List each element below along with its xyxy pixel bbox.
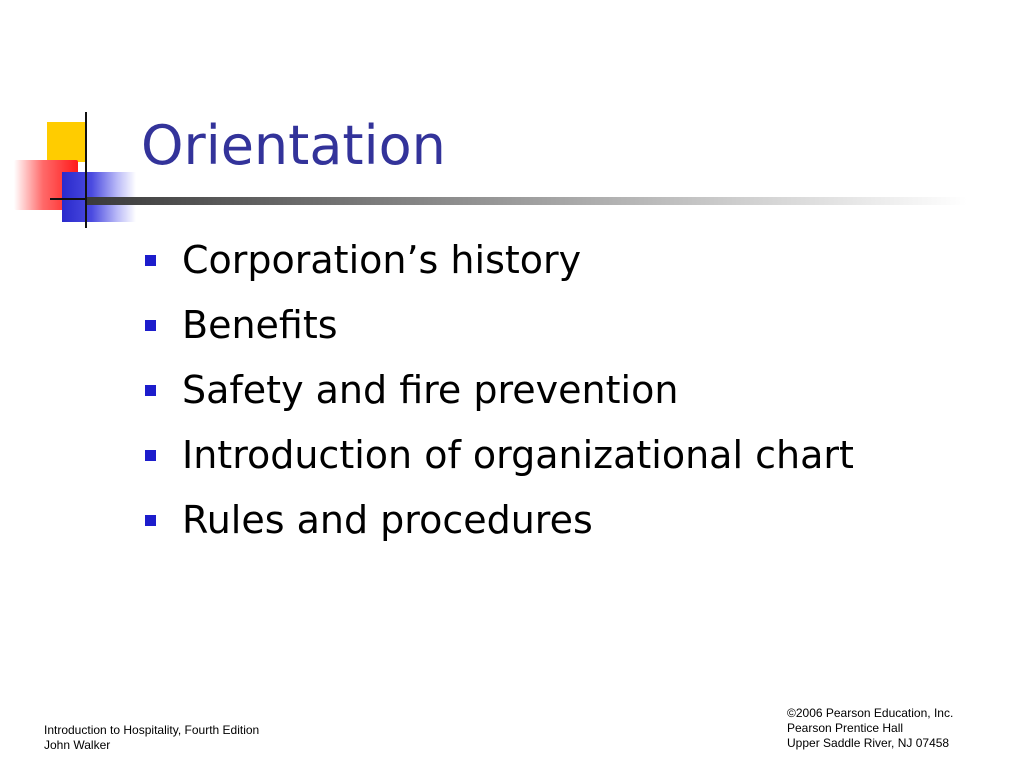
bullet-text: Introduction of organizational chart (182, 433, 854, 477)
bullet-item (145, 423, 854, 488)
square-bullet-icon (145, 255, 156, 266)
square-bullet-icon (145, 320, 156, 331)
decorative-vertical-line (85, 112, 87, 228)
bullet-item (145, 293, 854, 358)
bullet-text: Safety and fire prevention (182, 368, 679, 412)
bullet-text: Benefits (182, 303, 338, 347)
footer-book-title: Introduction to Hospitality, Fourth Edition (44, 723, 260, 737)
title-underline-rule (87, 197, 967, 205)
bullet-item (145, 488, 854, 553)
bullet-list (145, 228, 854, 553)
bullet-text: Corporation’s history (182, 238, 582, 282)
footer-book-info (44, 723, 259, 753)
footer-copyright-line: ©2006 Pearson Education, Inc. (787, 706, 954, 720)
bullet-item (145, 358, 854, 423)
bullet-item (145, 228, 854, 293)
decorative-yellow-square (47, 122, 87, 162)
footer-address: Upper Saddle River, NJ 07458 (787, 736, 950, 750)
square-bullet-icon (145, 450, 156, 461)
bullet-text: Rules and procedures (182, 498, 593, 542)
slide-title: Orientation (141, 114, 446, 177)
footer-copyright (787, 706, 953, 751)
square-bullet-icon (145, 515, 156, 526)
footer-publisher: Pearson Prentice Hall (787, 721, 904, 735)
square-bullet-icon (145, 385, 156, 396)
footer-author: John Walker (44, 738, 111, 752)
